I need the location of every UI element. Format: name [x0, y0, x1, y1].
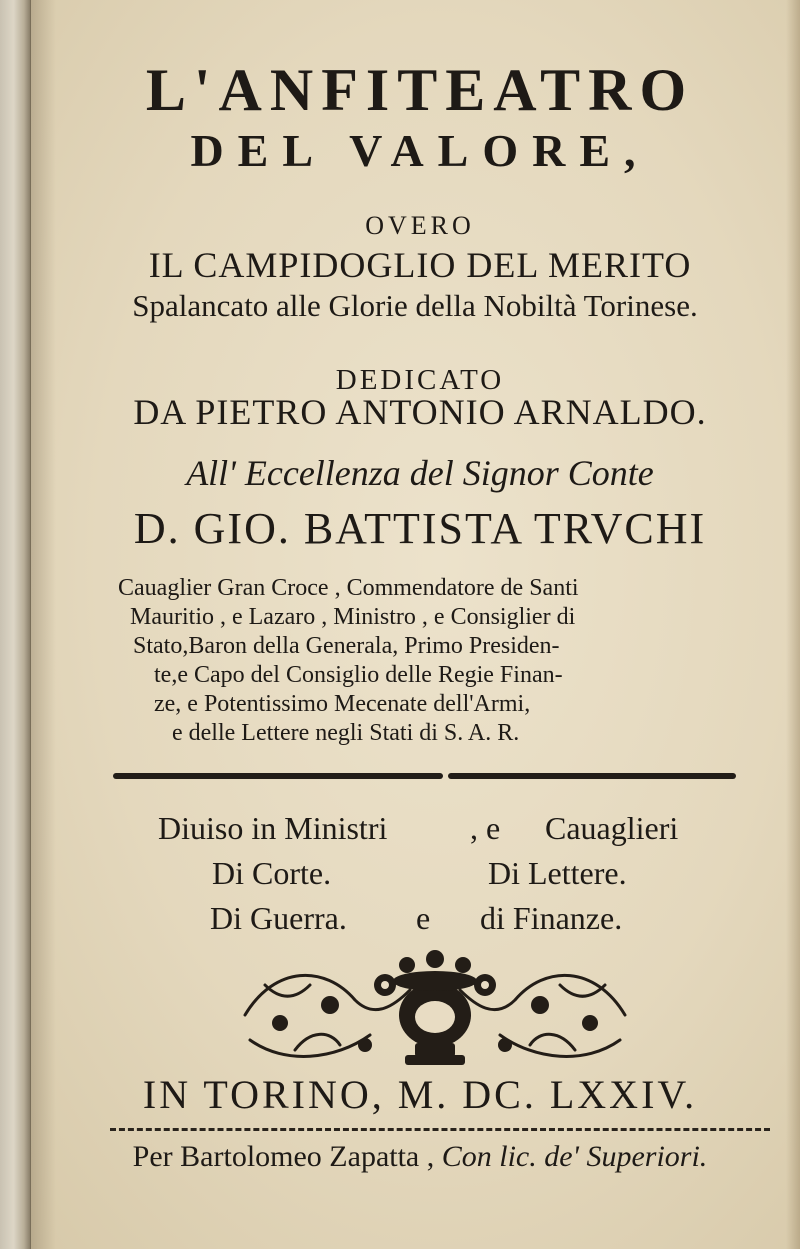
- separator-e: , e: [470, 810, 501, 846]
- imprint-printer: [40, 1142, 800, 1172]
- floral-ornament: [235, 945, 635, 1075]
- titles-line: Stato,Baron della Generala, Primo Presiden-: [133, 633, 560, 659]
- page-fold-shadow: [30, 0, 56, 1249]
- printer-name: Per Bartolomeo Zapatta ,: [132, 1140, 435, 1173]
- titles-line: e delle Lettere negli Stati di S. A. R.: [172, 720, 520, 746]
- di-guerra: Di Guerra.: [210, 900, 347, 936]
- titles-line: Cauaglier Gran Croce , Commendatore de Santi: [118, 575, 579, 601]
- cauaglieri-label: Cauaglieri: [545, 810, 679, 846]
- di-lettere: Di Lettere.: [488, 855, 627, 891]
- titles-line: te,e Capo del Consiglio delle Regie Finan-: [154, 662, 563, 688]
- license-note: Con lic. de' Superiori.: [441, 1140, 708, 1173]
- divider-rule-right: [448, 773, 736, 779]
- subtitle: IL CAMPIDOGLIO DEL MERITO: [148, 245, 692, 285]
- book-spine: [0, 0, 31, 1249]
- subtitle-2: Spalancato alle Glorie della Nobiltà Torinese.: [132, 288, 698, 323]
- titles-line: Mauritio , e Lazaro , Ministro , e Consiglier di: [130, 604, 576, 630]
- dedicatee-intro: All' Eccellenza del Signor Conte: [186, 453, 654, 493]
- diviso-label: Diuiso in Ministri: [158, 810, 388, 846]
- dedicatee-name: D. GIO. BATTISTA TRVCHI: [133, 504, 707, 553]
- dedicato: DEDICATO: [335, 364, 505, 396]
- divider-rule-left: [113, 773, 443, 779]
- separator-e: e: [416, 900, 431, 936]
- title-line-1: L'ANFITEATRO: [145, 57, 695, 123]
- di-finanze: di Finanze.: [480, 900, 623, 936]
- title-line-2: DEL VALORE,: [190, 125, 650, 176]
- titles-line: ze, e Potentissimo Mecenate dell'Armi,: [154, 691, 531, 717]
- imprint-place-date: IN TORINO, M. DC. LXXIV.: [142, 1072, 698, 1117]
- di-corte: Di Corte.: [212, 855, 332, 891]
- page-edge: [786, 0, 800, 1249]
- dedicatee-titles: [100, 574, 736, 748]
- author: DA PIETRO ANTONIO ARNALDO.: [133, 392, 707, 432]
- overo: OVERO: [365, 211, 475, 240]
- dashed-rule: [110, 1128, 770, 1135]
